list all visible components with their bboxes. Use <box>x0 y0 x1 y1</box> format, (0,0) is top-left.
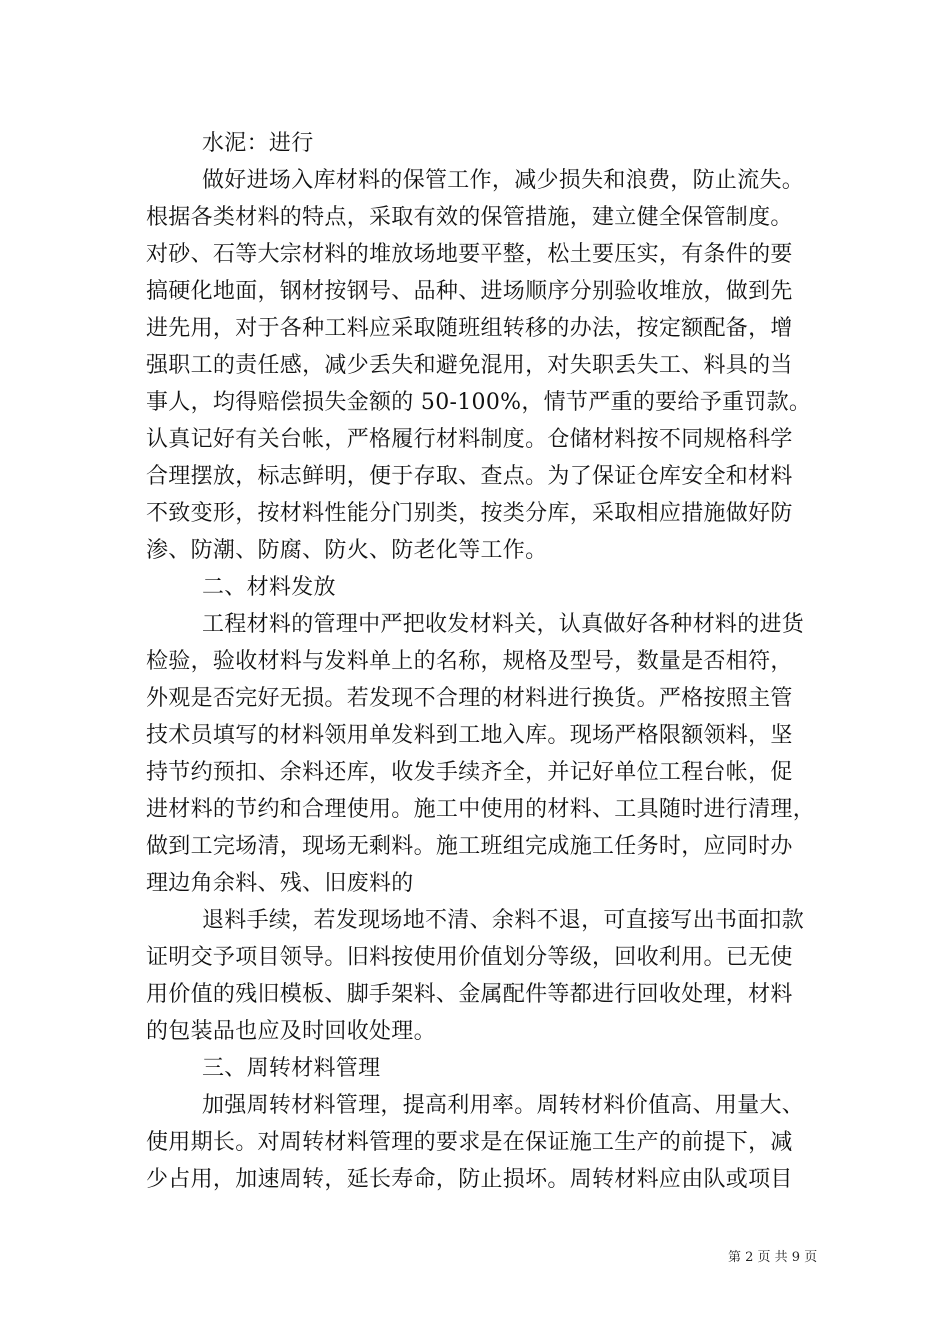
text-line: 根据各类材料的特点，采取有效的保管措施，建立健全保管制度。 <box>146 205 793 230</box>
text-line: 理边角余料、残、旧废料的 <box>146 871 414 896</box>
text-line: 做到工完场清，现场无剩料。施工班组完成施工任务时，应同时办 <box>146 834 793 859</box>
text-line: 外观是否完好无损。若发现不合理的材料进行换货。严格按照主管 <box>146 686 793 711</box>
text-line: 使用期长。对周转材料管理的要求是在保证施工生产的前提下，减 <box>146 1130 793 1155</box>
text-line: 的包装品也应及时回收处理。 <box>146 1019 436 1044</box>
text-line: 强职工的责任感，减少丢失和避免混用，对失职丢失工、料具的当 <box>146 353 793 378</box>
text-line: 渗、防潮、防腐、防火、防老化等工作。 <box>146 538 548 563</box>
text-line: 做好进场入库材料的保管工作，减少损失和浪费，防止流失。 <box>202 168 805 193</box>
text-line: 退料手续，若发现场地不清、余料不退，可直接写出书面扣款 <box>202 908 805 933</box>
text-line: 合理摆放，标志鲜明，便于存取、查点。为了保证仓库安全和材料 <box>146 464 793 489</box>
text-line: 搞硬化地面，钢材按钢号、品种、进场顺序分别验收堆放，做到先 <box>146 279 793 304</box>
page-number: 第 2 页 共 9 页 <box>728 1250 818 1265</box>
text-line: 少占用，加速周转，延长寿命，防止损坏。周转材料应由队或项目 <box>146 1167 793 1192</box>
text-line: 加强周转材料管理，提高利用率。周转材料价值高、用量大、 <box>202 1093 805 1118</box>
text-line: 水泥：进行 <box>202 131 314 156</box>
text-line: 事人，均得赔偿损失金额的 50-100%，情节严重的要给予重罚款。 <box>146 390 812 415</box>
text-line: 进材料的节约和合理使用。施工中使用的材料、工具随时进行清理， <box>146 797 816 822</box>
text-line: 持节约预扣、余料还库，收发手续齐全，并记好单位工程台帐，促 <box>146 760 793 785</box>
text-line: 工程材料的管理中严把收发材料关，认真做好各种材料的进货 <box>202 612 805 637</box>
text-line: 三、周转材料管理 <box>202 1056 381 1081</box>
text-line: 不致变形，按材料性能分门别类，按类分库，采取相应措施做好防 <box>146 501 793 526</box>
text-line: 技术员填写的材料领用单发料到工地入库。现场严格限额领料，坚 <box>146 723 793 748</box>
text-line: 对砂、石等大宗材料的堆放场地要平整，松土要压实，有条件的要 <box>146 242 793 267</box>
text-line: 用价值的残旧模板、脚手架料、金属配件等都进行回收处理，材料 <box>146 982 793 1007</box>
text-line: 二、材料发放 <box>202 575 336 600</box>
text-line: 认真记好有关台帐，严格履行材料制度。仓储材料按不同规格科学 <box>146 427 793 452</box>
text-line: 检验，验收材料与发料单上的名称，规格及型号，数量是否相符， <box>146 649 793 674</box>
text-line: 证明交予项目领导。旧料按使用价值划分等级，回收利用。已无使 <box>146 945 793 970</box>
text-line: 进先用，对于各种工料应采取随班组转移的办法，按定额配备，增 <box>146 316 793 341</box>
